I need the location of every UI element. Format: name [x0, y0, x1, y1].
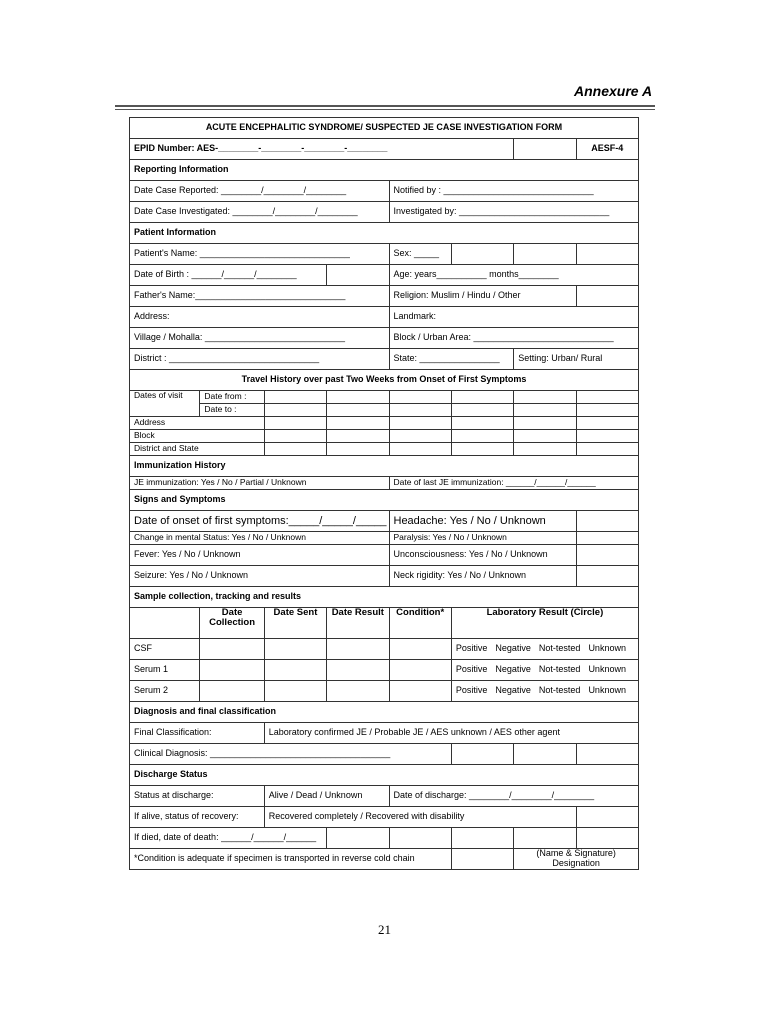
sex-field[interactable]: Sex: _____ [389, 244, 451, 265]
sample-cell[interactable] [200, 660, 264, 681]
landmark-field[interactable]: Landmark: [389, 307, 639, 328]
condition-footnote: *Condition is adequate if specimen is transported in reverse cold chain [130, 849, 452, 870]
travel-cell[interactable] [389, 417, 451, 430]
result-positive[interactable]: Positive [455, 664, 488, 675]
travel-address-label: Address [130, 417, 265, 430]
final-classification-label: Final Classification: [130, 723, 265, 744]
sample-cell[interactable] [327, 660, 389, 681]
travel-cell[interactable] [576, 443, 638, 456]
section-diagnosis: Diagnosis and final classification [130, 702, 639, 723]
travel-district-state-label: District and State [130, 443, 265, 456]
sample-row-label: Serum 1 [130, 660, 200, 681]
result-negative[interactable]: Negative [495, 664, 531, 675]
notified-by-field[interactable]: Notified by : ______________________________ [389, 181, 639, 202]
village-field[interactable]: Village / Mohalla: ____________________________ [130, 328, 390, 349]
result-unknown[interactable]: Unknown [588, 664, 626, 675]
status-at-discharge-label: Status at discharge: [130, 786, 265, 807]
sample-cell[interactable] [389, 681, 451, 702]
result-negative[interactable]: Negative [495, 685, 531, 696]
blank-cell [514, 828, 576, 849]
travel-cell[interactable] [576, 391, 638, 404]
section-discharge: Discharge Status [130, 765, 639, 786]
father-name-field[interactable]: Father's Name:______________________________ [130, 286, 390, 307]
header-rule [115, 105, 655, 107]
blank-cell [451, 849, 513, 870]
lab-result-options[interactable] [451, 639, 638, 660]
investigation-form [129, 117, 639, 870]
unconsciousness-field[interactable]: Unconsciousness: Yes / No / Unknown [389, 545, 576, 566]
travel-cell[interactable] [264, 430, 326, 443]
sample-row-label: Serum 2 [130, 681, 200, 702]
result-unknown[interactable]: Unknown [588, 643, 626, 654]
date-to-label: Date to : [200, 404, 264, 417]
travel-cell[interactable] [264, 404, 326, 417]
final-classification-options[interactable]: Laboratory confirmed JE / Probable JE / AES unknown / AES other agent [264, 723, 638, 744]
result-positive[interactable]: Positive [455, 643, 488, 654]
sample-row-label: CSF [130, 639, 200, 660]
travel-cell[interactable] [327, 417, 389, 430]
blank-cell [576, 244, 638, 265]
travel-cell[interactable] [389, 443, 451, 456]
onset-date-field[interactable]: Date of onset of first symptoms:_____/_____/_____ [130, 511, 390, 532]
age-field[interactable]: Age: years__________ months________ [389, 265, 639, 286]
setting-field[interactable]: Setting: Urban/ Rural [514, 349, 639, 370]
block-field[interactable]: Block / Urban Area: ____________________________ [389, 328, 639, 349]
form-code: AESF-4 [576, 139, 638, 160]
lab-result-options[interactable] [451, 660, 638, 681]
clinical-diagnosis-field[interactable]: Clinical Diagnosis: ____________________________________ [130, 744, 452, 765]
je-immunization-field[interactable]: JE immunization: Yes / No / Partial / Unknown [130, 477, 390, 490]
headache-field[interactable]: Headache: Yes / No / Unknown [389, 511, 576, 532]
mental-status-field[interactable]: Change in mental Status: Yes / No / Unknown [130, 532, 390, 545]
dates-of-visit-label: Dates of visit [130, 391, 200, 417]
travel-cell[interactable] [327, 391, 389, 404]
col-date-sent: Date Sent [264, 608, 326, 639]
section-samples: Sample collection, tracking and results [130, 587, 639, 608]
signature-block[interactable] [514, 849, 639, 870]
sample-cell[interactable] [200, 639, 264, 660]
travel-cell[interactable] [514, 443, 576, 456]
travel-cell[interactable] [576, 417, 638, 430]
travel-cell[interactable] [389, 404, 451, 417]
seizure-field[interactable]: Seizure: Yes / No / Unknown [130, 566, 390, 587]
district-field[interactable]: District : ______________________________ [130, 349, 390, 370]
travel-block-label: Block [130, 430, 265, 443]
travel-cell[interactable] [389, 430, 451, 443]
sample-cell[interactable] [389, 639, 451, 660]
sample-cell[interactable] [200, 681, 264, 702]
state-field[interactable]: State: ________________ [389, 349, 514, 370]
travel-cell[interactable] [264, 443, 326, 456]
section-reporting: Reporting Information [130, 160, 639, 181]
status-at-discharge-options[interactable]: Alive / Dead / Unknown [264, 786, 389, 807]
fever-field[interactable]: Fever: Yes / No / Unknown [130, 545, 390, 566]
address-field[interactable]: Address: [130, 307, 390, 328]
blank-cell [451, 244, 513, 265]
form-title: ACUTE ENCEPHALITIC SYNDROME/ SUSPECTED JE CASE INVESTIGATION FORM [130, 118, 639, 139]
blank-cell [451, 744, 513, 765]
blank-cell [451, 828, 513, 849]
result-negative[interactable]: Negative [495, 643, 531, 654]
sample-cell[interactable] [264, 660, 326, 681]
travel-cell[interactable] [514, 430, 576, 443]
blank-cell [514, 139, 576, 160]
result-positive[interactable]: Positive [455, 685, 488, 696]
sample-cell[interactable] [264, 681, 326, 702]
blank-cell [327, 265, 389, 286]
blank-cell [576, 566, 638, 587]
result-unknown[interactable]: Unknown [588, 685, 626, 696]
travel-cell[interactable] [514, 404, 576, 417]
blank-cell [327, 828, 389, 849]
epid-number-field[interactable]: EPID Number: AES-________-________-________-________ [130, 139, 514, 160]
travel-cell[interactable] [451, 443, 513, 456]
travel-cell[interactable] [327, 404, 389, 417]
travel-cell[interactable] [451, 417, 513, 430]
travel-cell[interactable] [514, 417, 576, 430]
blank-cell [576, 511, 638, 532]
blank-cell [576, 545, 638, 566]
result-not-tested[interactable]: Not-tested [538, 685, 581, 696]
header-rule-thin [115, 109, 655, 110]
blank-cell [576, 532, 638, 545]
blank-cell [576, 744, 638, 765]
section-immunization: Immunization History [130, 456, 639, 477]
blank-cell [389, 828, 451, 849]
page-number: 21 [378, 922, 391, 937]
travel-cell[interactable] [264, 417, 326, 430]
sample-cell[interactable] [327, 639, 389, 660]
travel-cell[interactable] [576, 404, 638, 417]
sample-cell[interactable] [389, 660, 451, 681]
result-not-tested[interactable]: Not-tested [538, 664, 581, 675]
date-case-investigated-field[interactable]: Date Case Investigated: ________/________/________ [130, 202, 390, 223]
date-from-label: Date from : [200, 391, 264, 404]
travel-cell[interactable] [327, 443, 389, 456]
recovery-status-label: If alive, status of recovery: [130, 807, 265, 828]
blank-cell [514, 244, 576, 265]
travel-cell[interactable] [327, 430, 389, 443]
blank-cell [576, 807, 638, 828]
blank-cell [514, 744, 576, 765]
date-of-birth-field[interactable]: Date of Birth : ______/______/________ [130, 265, 327, 286]
blank-cell [130, 608, 200, 639]
section-patient: Patient Information [130, 223, 639, 244]
section-travel: Travel History over past Two Weeks from Onset of First Symptoms [130, 370, 639, 391]
designation-label: Designation [552, 858, 600, 868]
date-of-death-field[interactable]: If died, date of death: ______/______/______ [130, 828, 327, 849]
signature-label: (Name & Signature) [536, 848, 616, 859]
neck-rigidity-field[interactable]: Neck rigidity: Yes / No / Unknown [389, 566, 576, 587]
blank-cell [576, 286, 638, 307]
date-case-reported-field[interactable]: Date Case Reported: ________/________/________ [130, 181, 390, 202]
travel-cell[interactable] [514, 391, 576, 404]
col-condition: Condition* [389, 608, 451, 639]
last-je-immunization-field[interactable]: Date of last JE immunization: ______/______/______ [389, 477, 639, 490]
sample-cell[interactable] [264, 639, 326, 660]
recovery-status-options[interactable]: Recovered completely / Recovered with disability [264, 807, 576, 828]
lab-result-options[interactable] [451, 681, 638, 702]
investigated-by-field[interactable]: Investigated by: ______________________________ [389, 202, 639, 223]
travel-cell[interactable] [576, 430, 638, 443]
travel-cell[interactable] [451, 404, 513, 417]
travel-cell[interactable] [389, 391, 451, 404]
result-not-tested[interactable]: Not-tested [538, 643, 581, 654]
col-date-collection: Date Collection [200, 608, 264, 639]
col-date-result: Date Result [327, 608, 389, 639]
religion-field[interactable]: Religion: Muslim / Hindu / Other [389, 286, 576, 307]
travel-cell[interactable] [451, 430, 513, 443]
section-signs: Signs and Symptoms [130, 490, 639, 511]
travel-cell[interactable] [264, 391, 326, 404]
col-lab-result: Laboratory Result (Circle) [451, 608, 638, 639]
patient-name-field[interactable]: Patient's Name: ______________________________ [130, 244, 390, 265]
paralysis-field[interactable]: Paralysis: Yes / No / Unknown [389, 532, 576, 545]
annexure-label: Annexure A [574, 83, 653, 99]
blank-cell [576, 828, 638, 849]
date-of-discharge-field[interactable]: Date of discharge: ________/________/________ [389, 786, 639, 807]
sample-cell[interactable] [327, 681, 389, 702]
travel-cell[interactable] [451, 391, 513, 404]
